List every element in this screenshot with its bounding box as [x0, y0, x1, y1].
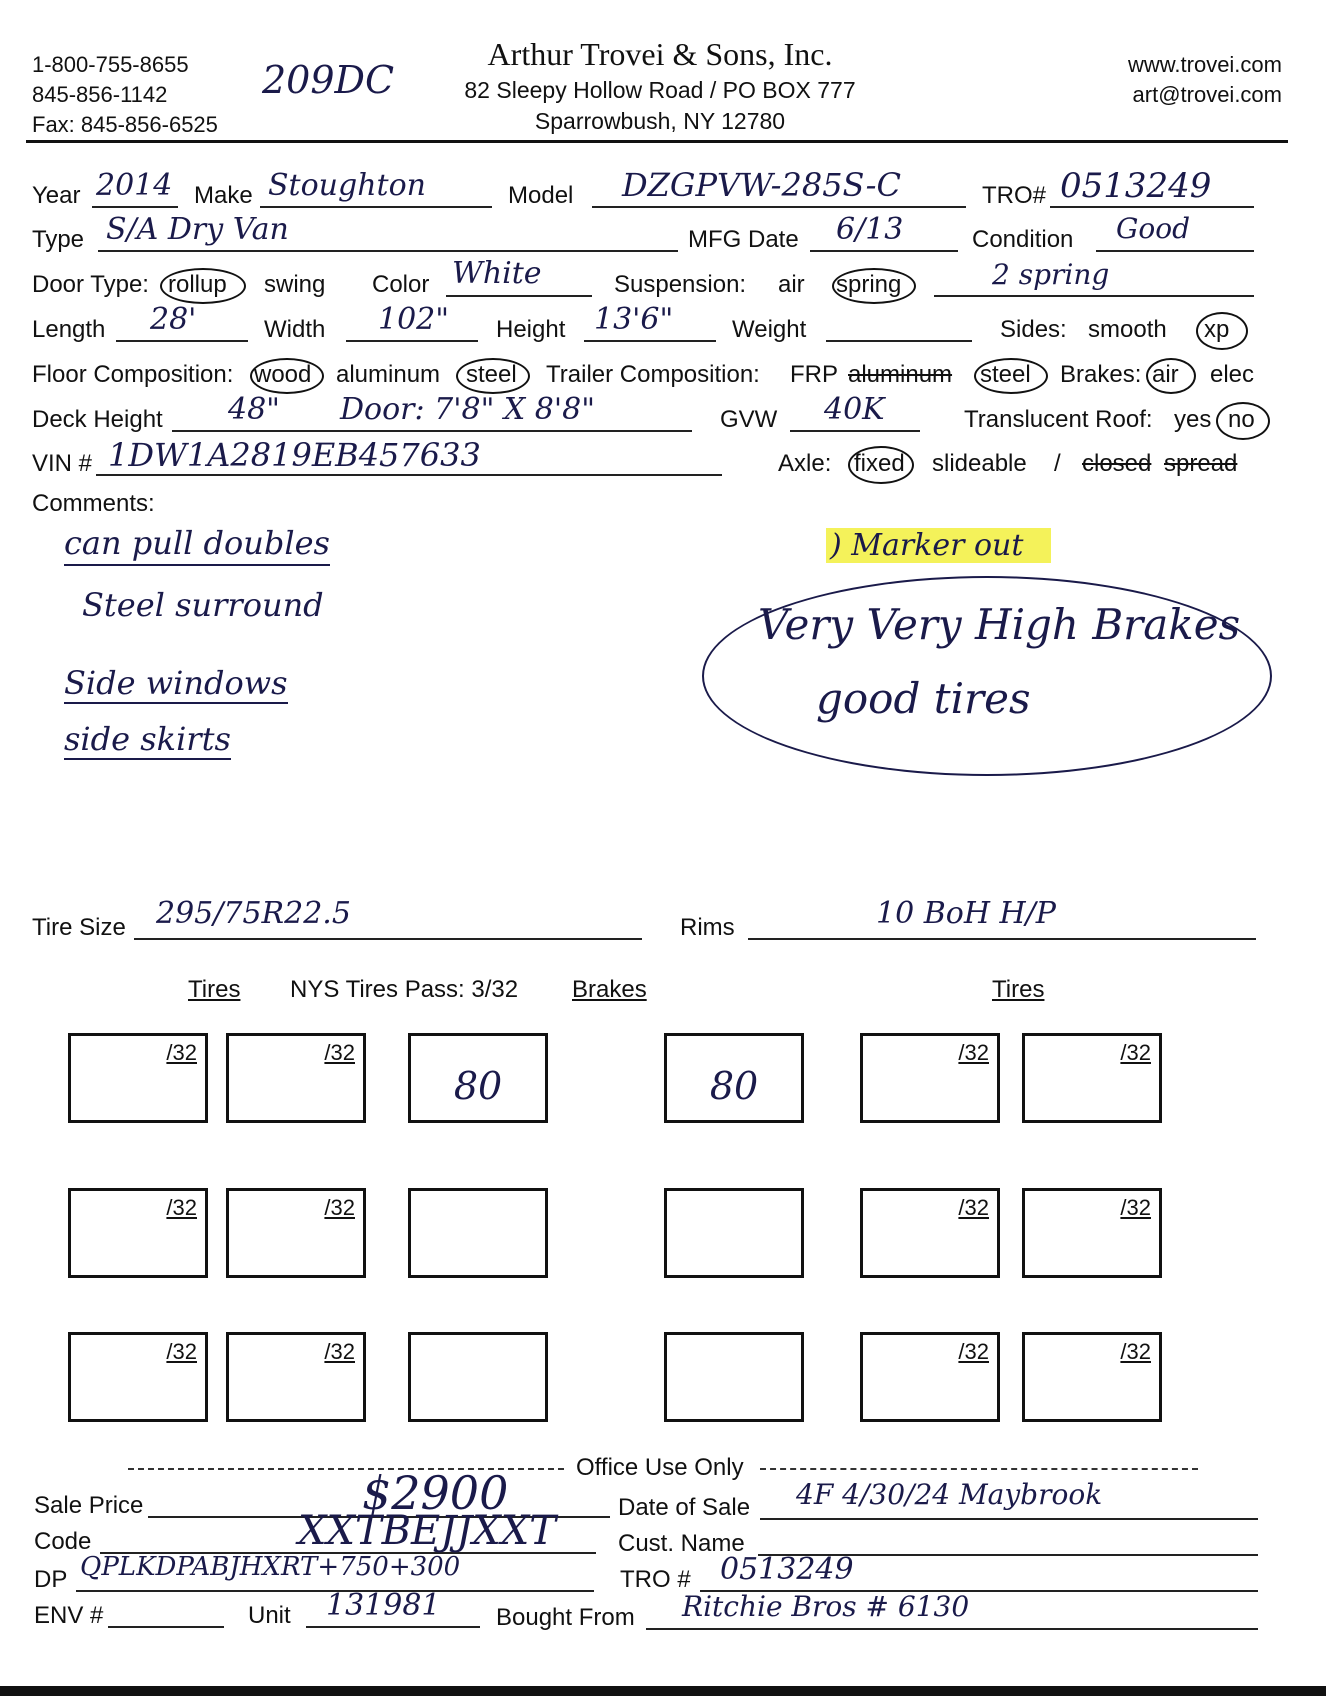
year-label: Year	[32, 182, 81, 209]
company-name: Arthur Trovei & Sons, Inc.	[487, 36, 833, 72]
mfg-date-label: MFG Date	[688, 226, 799, 253]
company-address-1: 82 Sleepy Hollow Road / PO BOX 777	[464, 77, 856, 103]
color-value: White	[452, 256, 542, 291]
tread-fraction-label: /32	[958, 1040, 989, 1065]
office-tro-value: 0513249	[720, 1552, 854, 1587]
comment-note-1: can pull doubles	[64, 524, 330, 566]
brake-reading-box	[664, 1188, 804, 1278]
tread-fraction-label: /32	[324, 1195, 355, 1220]
nys-tires-pass: NYS Tires Pass: 3/32	[290, 976, 519, 1003]
tread-fraction-label: /32	[166, 1195, 197, 1220]
tire-tread-box	[860, 1332, 1000, 1422]
tread-fraction-label: /32	[324, 1339, 355, 1364]
tire-size-value: 295/75R22.5	[156, 896, 351, 931]
vin-line	[96, 474, 722, 476]
model-line	[592, 206, 966, 208]
brakes-option-elec: elec	[1210, 361, 1255, 388]
company-address-2: Sparrowbush, NY 12780	[534, 108, 786, 134]
header-web	[1128, 50, 1282, 110]
door-option-rollup: rollup	[168, 271, 227, 298]
company-block	[430, 34, 890, 136]
tire-tread-box	[860, 1188, 1000, 1278]
sides-option-xp: xp	[1204, 316, 1230, 343]
brake-reading-value: 80	[453, 1064, 503, 1108]
tro-value: 0513249	[1060, 166, 1212, 206]
roof-option-yes: yes	[1174, 406, 1212, 433]
brake-reading-box	[664, 1033, 804, 1123]
office-tro-label: TRO #	[620, 1566, 691, 1593]
tire-tread-box	[68, 1332, 208, 1422]
sides-label: Sides:	[1000, 316, 1067, 343]
rims-line	[748, 938, 1256, 940]
floor-option-aluminum: aluminum	[336, 361, 441, 388]
deck-height-line	[172, 430, 692, 432]
office-use-title: Office Use Only	[576, 1454, 744, 1481]
date-of-sale-line	[760, 1518, 1258, 1520]
door-option-swing: swing	[264, 271, 326, 298]
tread-fraction-label: /32	[166, 1040, 197, 1065]
length-value: 28'	[150, 302, 197, 337]
model-value: DZGPVW-285S-C	[622, 166, 901, 204]
header-contact	[32, 50, 218, 140]
sale-price-label: Sale Price	[34, 1492, 144, 1519]
suspension-option-spring: spring	[836, 271, 902, 298]
brake-reading-value: 80	[709, 1064, 759, 1108]
phone-number: 1-800-755-8655	[32, 52, 189, 77]
bought-from-line	[646, 1628, 1258, 1630]
brake-reading-box	[664, 1332, 804, 1422]
brakes-label: Brakes:	[1060, 361, 1142, 388]
make-line	[260, 206, 492, 208]
tread-fraction-label: /32	[1120, 1040, 1151, 1065]
tire-tread-box	[226, 1332, 366, 1422]
roof-option-no: no	[1228, 406, 1255, 433]
weight-line	[826, 340, 972, 342]
brakes-header: Brakes	[572, 976, 647, 1003]
axle-option-closed: closed	[1082, 450, 1152, 477]
weight-label: Weight	[732, 316, 807, 343]
circled-comment-line-1: Very Very High Brakes	[758, 600, 1241, 649]
bottom-edge	[0, 1686, 1326, 1696]
circled-comment-line-2: good tires	[816, 674, 1031, 723]
length-label: Length	[32, 316, 106, 343]
date-of-sale-value: 4F 4/30/24 Maybrook	[796, 1478, 1103, 1511]
deck-height-value: 48"	[228, 392, 280, 427]
dp-value: QPLKDPABJHXRT+750+300	[80, 1552, 461, 1582]
trailer-option-aluminum: aluminum	[848, 361, 953, 388]
width-line	[346, 340, 478, 342]
comments-label: Comments:	[32, 490, 155, 517]
gvw-value: 40K	[824, 392, 885, 427]
floor-composition-label: Floor Composition:	[32, 361, 234, 388]
axle-option-spread: spread	[1164, 450, 1238, 477]
tread-fraction-label: /32	[958, 1339, 989, 1364]
year-value: 2014	[96, 168, 173, 203]
color-line	[446, 295, 592, 297]
trailer-option-frp: FRP	[790, 361, 838, 388]
sale-price-value: $2900	[362, 1466, 509, 1520]
axle-separator: /	[1054, 450, 1061, 477]
website: www.trovei.com	[1127, 52, 1282, 77]
brake-reading-box	[408, 1033, 548, 1123]
vin-label: VIN #	[32, 450, 93, 477]
tread-fraction-label: /32	[1120, 1339, 1151, 1364]
bought-from-value: Ritchie Bros # 6130	[682, 1590, 970, 1623]
rims-label: Rims	[680, 914, 735, 941]
tire-tread-box	[1022, 1332, 1162, 1422]
translucent-roof-label: Translucent Roof:	[964, 406, 1153, 433]
tire-tread-box	[1022, 1033, 1162, 1123]
env-underline	[108, 1626, 224, 1628]
unit-label: Unit	[248, 1602, 291, 1629]
trailer-composition-label: Trailer Composition:	[546, 361, 760, 388]
marker-out-note: ) Marker out	[826, 528, 1051, 563]
tire-tread-box	[68, 1033, 208, 1123]
tread-fraction-label: /32	[166, 1339, 197, 1364]
deck-height-label: Deck Height	[32, 406, 163, 433]
trailer-option-steel: steel	[980, 361, 1031, 388]
model-label: Model	[508, 182, 574, 209]
gvw-line	[790, 430, 920, 432]
door-type-label: Door Type:	[32, 271, 149, 298]
comment-note-2: Steel surround	[82, 586, 324, 624]
tire-tread-box	[68, 1188, 208, 1278]
tire-size-line	[134, 938, 642, 940]
tread-fraction-label: /32	[324, 1040, 355, 1065]
tire-tread-box	[1022, 1188, 1162, 1278]
height-line	[584, 340, 716, 342]
code-value: XXTBEJJXXT	[298, 1508, 556, 1554]
office-dash-right	[760, 1468, 1198, 1470]
brake-reading-box	[408, 1332, 548, 1422]
unit-value: 131981	[326, 1588, 441, 1623]
tires-left-header: Tires	[188, 976, 241, 1003]
comment-note-4: side skirts	[64, 720, 231, 758]
tread-fraction-label: /32	[1120, 1195, 1151, 1220]
suspension-extra-line	[934, 295, 1254, 297]
width-label: Width	[264, 316, 326, 343]
floor-option-steel: steel	[466, 361, 517, 388]
brakes-option-air: air	[1152, 361, 1179, 388]
dp-label: DP	[34, 1566, 68, 1593]
make-value: Stoughton	[268, 168, 426, 203]
axle-option-slideable: slideable	[932, 450, 1027, 477]
axle-label: Axle:	[778, 450, 832, 477]
height-label: Height	[496, 316, 566, 343]
mfg-date-line	[810, 250, 958, 252]
condition-label: Condition	[972, 226, 1074, 253]
color-label: Color	[372, 271, 430, 298]
env-label: ENV #	[34, 1602, 104, 1629]
type-value: S/A Dry Van	[106, 212, 289, 247]
axle-option-fixed: fixed	[854, 450, 905, 477]
tire-tread-box	[226, 1033, 366, 1123]
comment-note-3: Side windows	[64, 664, 288, 702]
suspension-option-air: air	[778, 271, 805, 298]
tire-tread-box	[860, 1033, 1000, 1123]
tires-right-header: Tires	[992, 976, 1045, 1003]
suspension-label: Suspension:	[614, 271, 747, 298]
date-of-sale-label: Date of Sale	[618, 1494, 751, 1521]
tread-fraction-label: /32	[958, 1195, 989, 1220]
mfg-date-value: 6/13	[836, 212, 904, 247]
condition-line	[1096, 250, 1254, 252]
type-underline	[98, 250, 678, 252]
fax-number: Fax: 845-856-6525	[32, 112, 218, 137]
unit-line	[306, 1626, 480, 1628]
type-label: Type	[32, 226, 85, 253]
bought-from-label: Bought From	[496, 1604, 635, 1631]
floor-option-wood: wood	[254, 361, 312, 388]
header-divider	[26, 140, 1288, 143]
height-value: 13'6"	[594, 302, 674, 337]
vin-value: 1DW1A2819EB457633	[108, 436, 481, 474]
width-value: 102"	[378, 302, 450, 337]
length-line	[116, 340, 248, 342]
tire-tread-box	[226, 1188, 366, 1278]
brake-reading-box	[408, 1188, 548, 1278]
circled-comment	[702, 576, 1272, 776]
customer-name-label: Cust. Name	[618, 1530, 745, 1557]
handwritten-header-note: 209DC	[262, 58, 395, 102]
condition-value: Good	[1116, 212, 1191, 245]
door-dimensions-value: Door: 7'8" X 8'8"	[340, 392, 596, 427]
rims-value: 10 BoH H/P	[876, 896, 1056, 931]
tro-label: TRO#	[982, 182, 1047, 209]
sides-option-smooth: smooth	[1088, 316, 1167, 343]
year-line	[92, 206, 178, 208]
phone-number-2: 845-856-1142	[32, 82, 168, 107]
make-label: Make	[194, 182, 253, 209]
gvw-label: GVW	[720, 406, 778, 433]
tire-size-label: Tire Size	[32, 914, 126, 941]
email: art@trovei.com	[1132, 82, 1282, 107]
code-label: Code	[34, 1528, 92, 1555]
tro-line	[1050, 206, 1254, 208]
suspension-extra-value: 2 spring	[992, 258, 1110, 291]
